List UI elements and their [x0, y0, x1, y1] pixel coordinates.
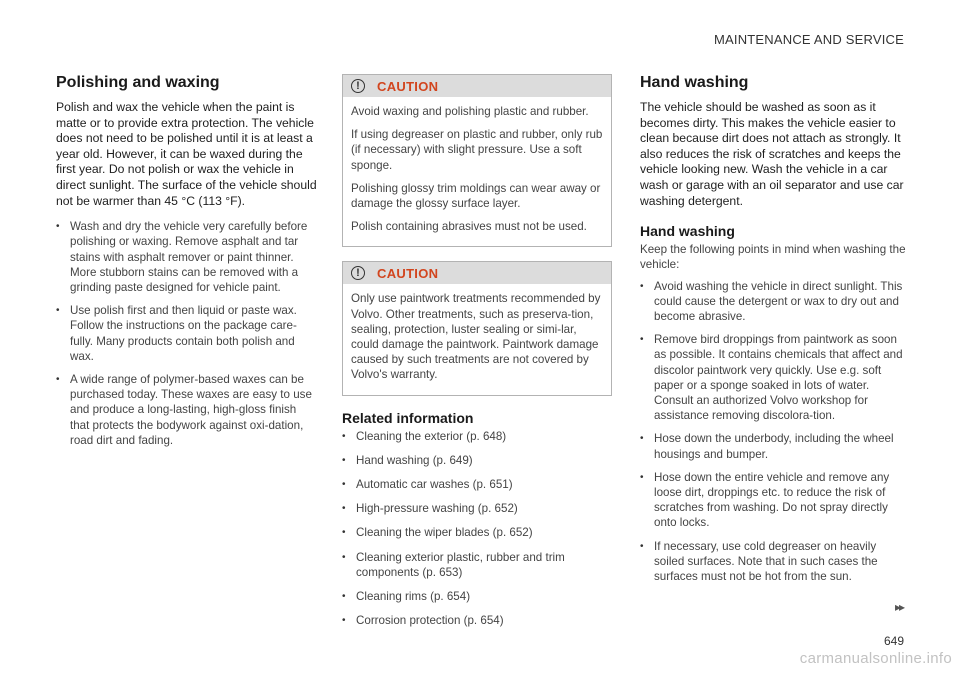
caution-title: CAUTION: [377, 78, 439, 94]
bullet-icon: •: [342, 454, 346, 466]
related-link[interactable]: [342, 477, 612, 492]
bullet-icon: •: [342, 430, 346, 442]
list-item: [640, 431, 906, 461]
caution-body: [343, 284, 611, 394]
hand-washing-list: [640, 279, 906, 585]
related-link[interactable]: [342, 550, 612, 580]
caution-header: [343, 262, 611, 284]
continue-arrows-icon: ▸▸: [895, 600, 904, 614]
list-item: [640, 539, 906, 585]
exclamation-circle-icon: !: [351, 79, 365, 93]
list-item-text: A wide range of polymer-based waxes can be purchased today. These waxes are easy to use and produce a long-lasting, high-gloss finish that protects the bodywork against oxi-dation, road dirt and fading.: [70, 372, 312, 447]
list-item-text: Remove bird droppings from paintwork as soon as possible. It contains chemicals that affect and discolor paintwork very quickly. Use e.g. soft paper or a sponge soaked in lots of water. Consult an authorized Volvo workshop for assistance removing discolora-tion.: [654, 333, 903, 423]
hand-washing-title: Hand washing: [640, 74, 749, 91]
bullet-icon: •: [342, 479, 346, 491]
list-item: [640, 332, 906, 423]
polishing-intro: Polish and wax the vehicle when the paint is matte or to provide extra protection. The vehicle does not need to be polished until it is at least a year old. However, it can be waxed during the first year. Do not polish or wax the vehicle in direct sunlight. The surface of the vehicle should not be warmer than 45 °C (113 °F).: [56, 100, 317, 208]
list-item-text: Hose down the underbody, including the wheel housings and bumper.: [654, 432, 894, 461]
related-link-text[interactable]: Cleaning the exterior (p. 648): [356, 429, 507, 443]
hand-washing-lead: Keep the following points in mind when washing the vehicle:: [640, 243, 906, 272]
list-item-text: Avoid washing the vehicle in direct sunlight. This could cause the detergent or wax to dry out and become abrasive.: [654, 279, 903, 323]
related-link[interactable]: [342, 525, 612, 540]
caution-paragraph: Only use paintwork treatments recommended by Volvo. Other treatments, such as preserva-tion, sealing, protection, luster sealing or simi-lar, could damage the paintwork. Paintwork damage caused by such treatments are not covered by Volvo's warranty.: [351, 292, 601, 382]
bullet-icon: •: [640, 433, 644, 445]
caution-paragraph: If using degreaser on plastic and rubber, only rub (if necessary) with slight pressure. Use a soft sponge.: [351, 128, 603, 172]
bullet-icon: •: [342, 503, 346, 515]
column-hand-washing: [640, 74, 906, 592]
bullet-icon: •: [342, 615, 346, 627]
caution-paragraph: Polish containing abrasives must not be used.: [351, 220, 587, 234]
related-link[interactable]: [342, 429, 612, 444]
related-list: [342, 429, 612, 629]
list-item-text: Hose down the entire vehicle and remove any loose dirt, droppings etc. to reduce the risk of scratches from washing. Do not spray directly onto locks.: [654, 470, 890, 530]
watermark: carmanualsonline.info: [799, 650, 952, 667]
column-polishing: [56, 74, 318, 456]
bullet-icon: •: [640, 280, 644, 292]
related-link[interactable]: [342, 453, 612, 468]
bullet-icon: •: [56, 221, 60, 233]
hand-washing-subtitle: Hand washing: [640, 223, 735, 240]
related-link-text[interactable]: Cleaning rims (p. 654): [356, 590, 471, 604]
section-header: MAINTENANCE AND SERVICE: [713, 32, 904, 47]
list-item-text: If necessary, use cold degreaser on heavily soiled surfaces. Note that in such cases the surfaces must not be hot from the sun.: [654, 539, 878, 584]
caution-header: [343, 75, 611, 97]
caution-paragraph: Avoid waxing and polishing plastic and rubber.: [351, 105, 589, 118]
exclamation-circle-icon: !: [351, 266, 365, 280]
bullet-icon: •: [342, 527, 346, 539]
caution-body: [343, 97, 611, 246]
list-item: [56, 219, 318, 295]
related-link[interactable]: [342, 613, 612, 628]
polishing-title: Polishing and waxing: [56, 74, 220, 91]
bullet-icon: •: [342, 591, 346, 603]
caution-paragraph: Polishing glossy trim moldings can wear away or damage the glossy surface layer.: [351, 181, 601, 211]
caution-title: CAUTION: [377, 265, 439, 281]
bullet-icon: •: [640, 471, 644, 483]
related-link-text[interactable]: Cleaning exterior plastic, rubber and trim components (p. 653): [356, 550, 565, 579]
bullet-icon: •: [640, 334, 644, 346]
list-item: [56, 372, 318, 448]
list-item-text: Use polish first and then liquid or paste wax. Follow the instructions on the package care-fully. Many products contain both polish and wax.: [70, 304, 297, 363]
related-link[interactable]: [342, 589, 612, 604]
polishing-list: [56, 219, 318, 448]
list-item: [640, 470, 906, 531]
list-item: [56, 303, 318, 364]
bullet-icon: •: [56, 305, 60, 317]
bullet-icon: •: [56, 373, 60, 385]
page-number: 649: [883, 634, 904, 648]
list-item-text: Wash and dry the vehicle very carefully before polishing or waxing. Remove asphalt and tar stains with asphalt remover or paint thinner. More stubborn stains can be removed with a grinding paste designed for vehicle paint.: [70, 220, 308, 294]
caution-box-2: [342, 261, 612, 395]
bullet-icon: •: [640, 540, 644, 552]
related-link-text[interactable]: Automatic car washes (p. 651): [356, 478, 513, 492]
bullet-icon: •: [342, 551, 346, 563]
related-link-text[interactable]: High-pressure washing (p. 652): [356, 502, 518, 516]
list-item: [640, 279, 906, 325]
hand-washing-intro: The vehicle should be washed as soon as it becomes dirty. This makes the vehicle easier to clean because dirt does not attach as strongly. It also reduces the risk of scratches and keeps the vehicle looking new. Wash the vehicle in a car wash or garage with an oil separator and use car washing detergent.: [640, 100, 904, 208]
related-link-text[interactable]: Cleaning the wiper blades (p. 652): [356, 526, 533, 540]
related-title: Related information: [342, 409, 474, 426]
related-link-text[interactable]: Hand washing (p. 649): [356, 453, 473, 467]
column-cautions: [342, 74, 612, 637]
caution-box-1: [342, 74, 612, 247]
related-link[interactable]: [342, 501, 612, 516]
related-link-text[interactable]: Corrosion protection (p. 654): [356, 614, 504, 628]
